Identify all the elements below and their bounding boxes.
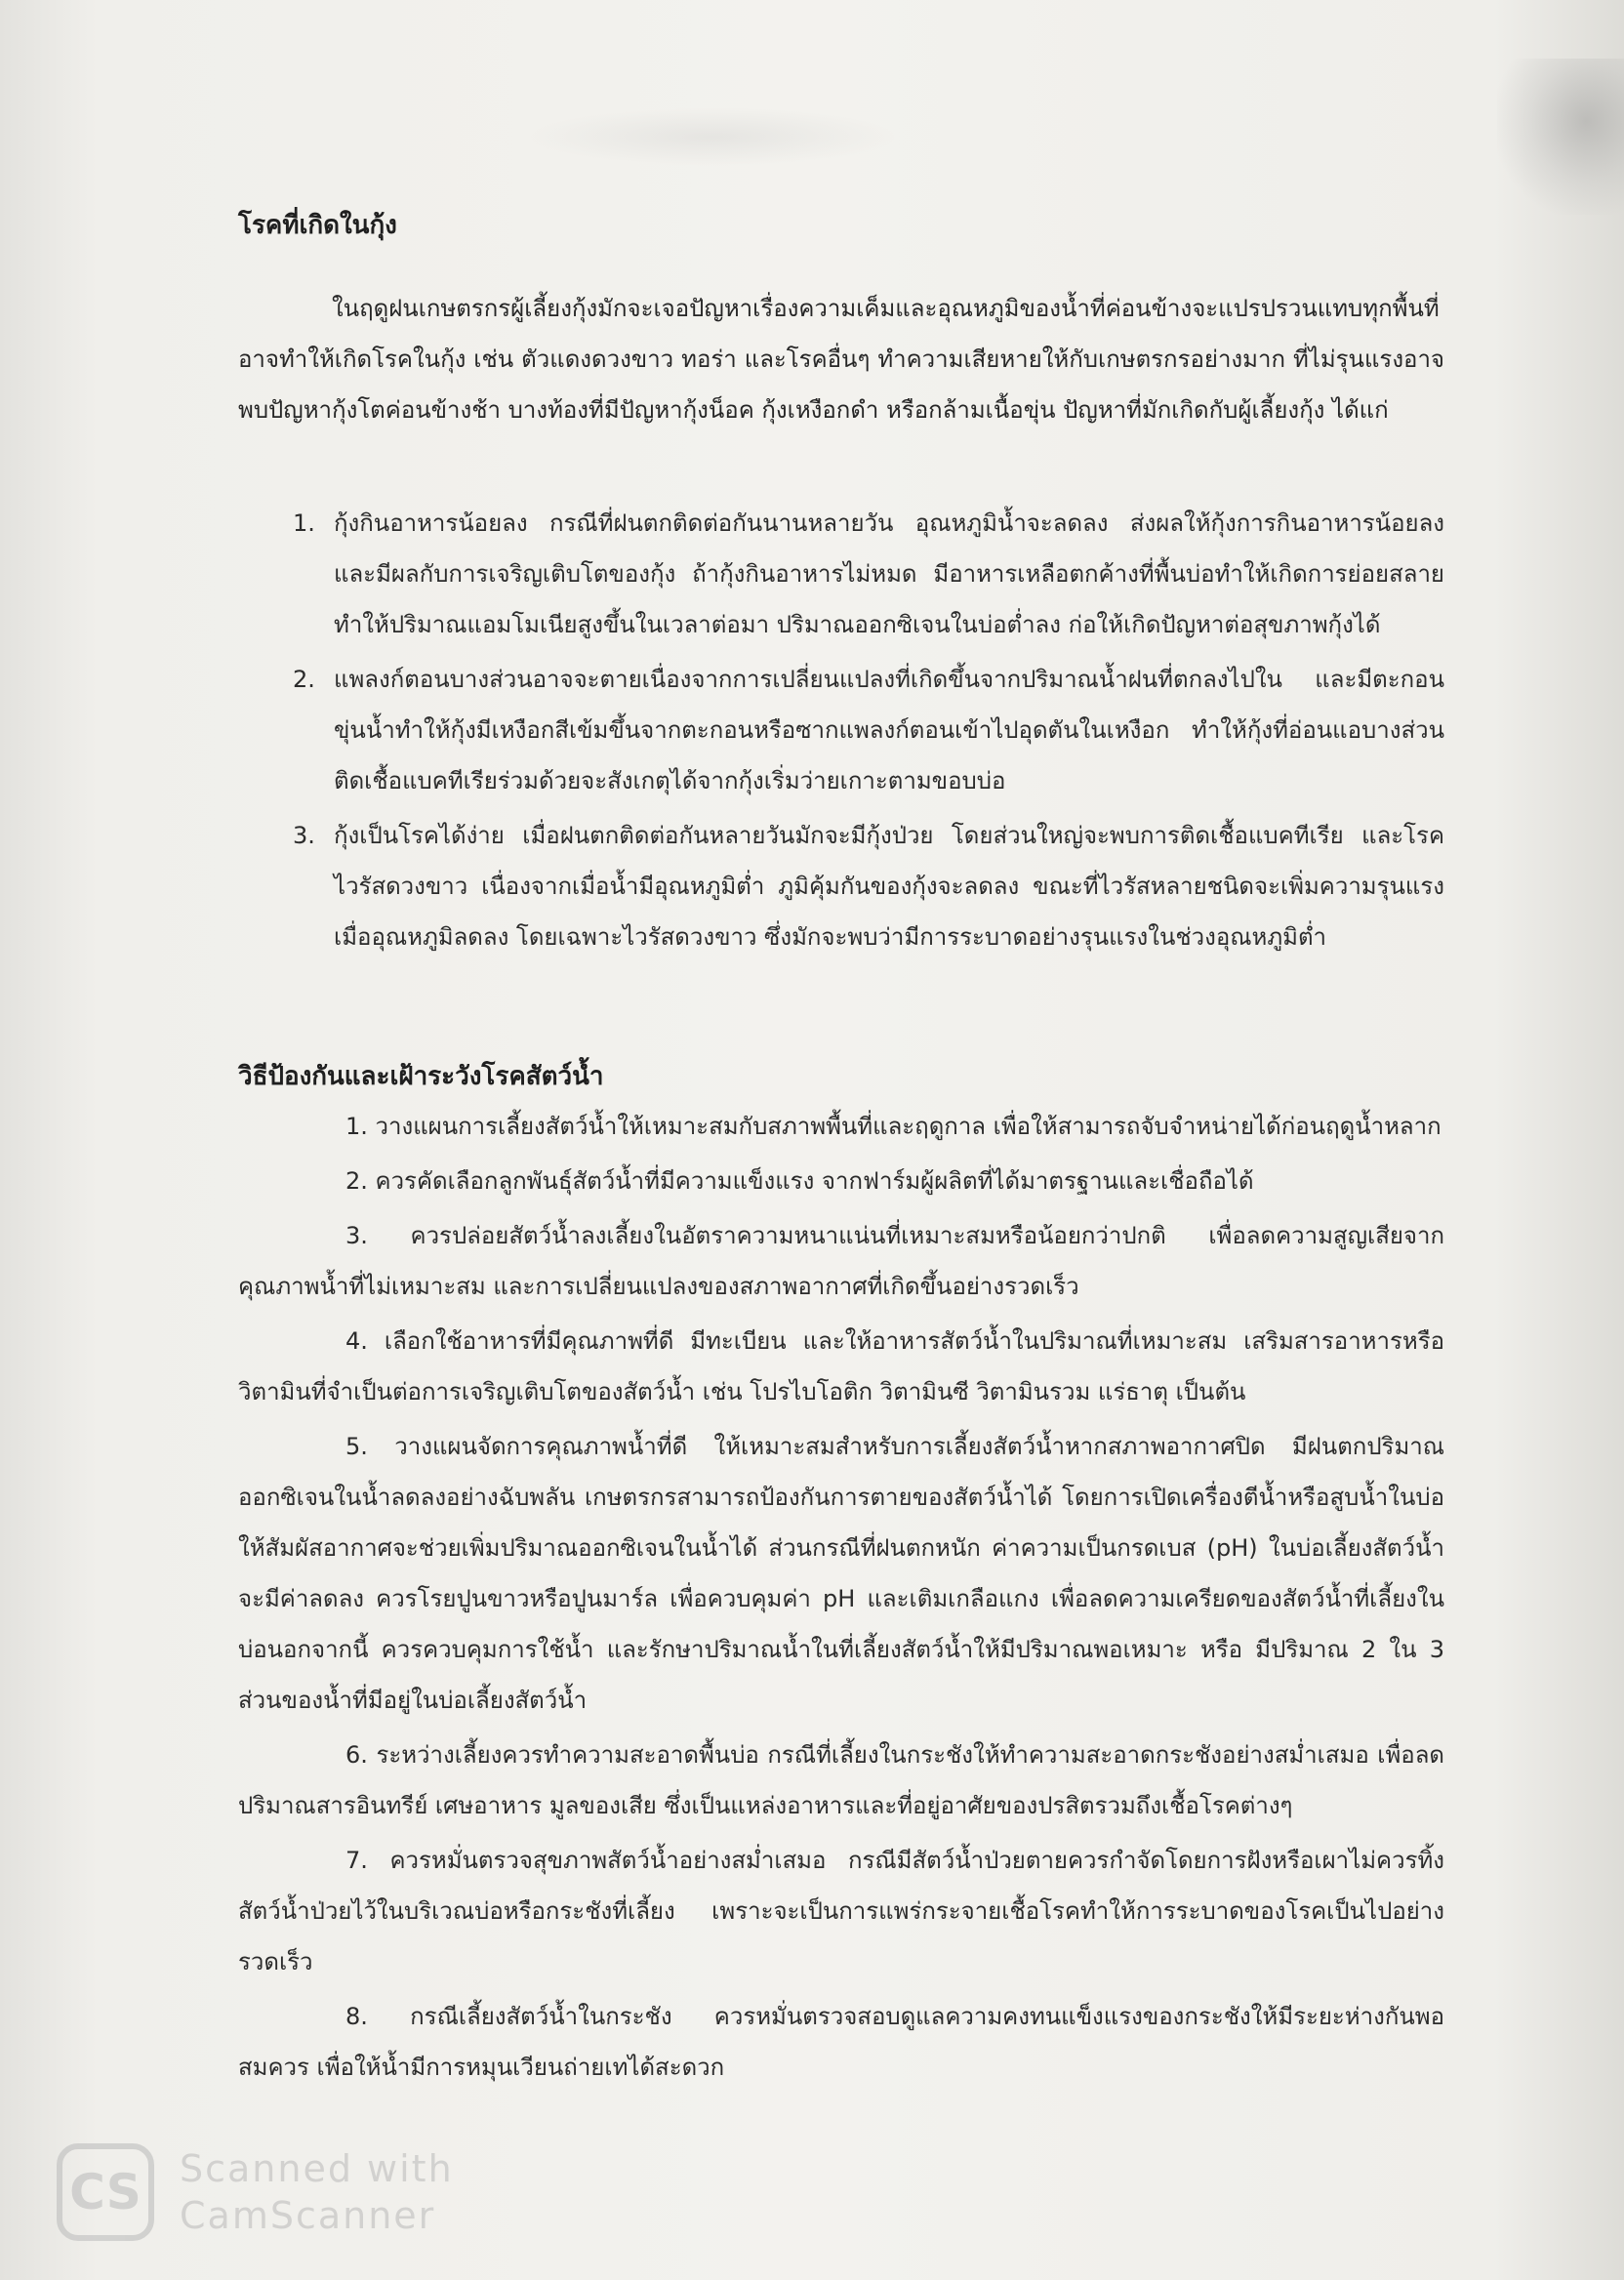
camscanner-watermark	[57, 2143, 454, 2241]
problem-item	[293, 498, 1444, 650]
prevention-item: 6. ระหว่างเลี้ยงควรทำความสะอาดพื้นบ่อ กรณีที่เลี้ยงในกระชังให้ทำความสะอาดกระชังอย่างสม่ำเสมอ เพื่อลดปริมาณสารอินทรีย์ เศษอาหาร มูลของเสีย ซึ่งเป็นแหล่งอาหารและที่อยู่อาศัยของปรสิตรวมถึงเชื้อโรคต่างๆ	[238, 1741, 1444, 1819]
problem-text: กุ้งกินอาหารน้อยลง กรณีที่ฝนตกติดต่อกันนานหลายวัน อุณหภูมิน้ำจะลดลง ส่งผลให้กุ้งการกินอาหารน้อยลง และมีผลกับการเจริญเติบโตของกุ้ง ถ้ากุ้งกินอาหารไม่หมด มีอาหารเหลือตกค้างที่พื้นบ่อทำให้เกิดการย่อยสลายทำให้ปริมาณแอมโมเนียสูงขึ้นในเวลาต่อมา ปริมาณออกซิเจนในบ่อต่ำลง ก่อให้เกิดปัญหาต่อสุขภาพกุ้งได้	[334, 509, 1444, 638]
scan-shadow	[527, 107, 898, 166]
prevention-item: 4. เลือกใช้อาหารที่มีคุณภาพที่ดี มีทะเบียน และให้อาหารสัตว์น้ำในปริมาณที่เหมาะสม เสริมสารอาหารหรือวิตามินที่จำเป็นต่อการเจริญเติบโตของสัตว์น้ำ เช่น โปรไบโอติก วิตามินซี วิตามินรวม แร่ธาตุ เป็นต้น	[238, 1327, 1444, 1405]
problem-item	[293, 654, 1444, 806]
problem-number: 3.	[293, 822, 315, 849]
problem-list	[293, 498, 1444, 966]
intro-paragraph: ในฤดูฝนเกษตรกรผู้เลี้ยงกุ้งมักจะเจอปัญหาเรื่องความเค็มและอุณหภูมิของน้ำที่ค่อนข้างจะแปรปรวนแทบทุกพื้นที่ อาจทำให้เกิดโรคในกุ้ง เช่น ตัวแดงดวงขาว ทอร่า และโรคอื่นๆ ทำความเสียหายให้กับเกษตรกรอย่างมาก ที่ไม่รุนแรงอาจพบปัญหากุ้งโตค่อนข้างช้า บางท้องที่มีปัญหากุ้งน็อค กุ้งเหงือกดำ หรือกล้ามเนื้อขุ่น ปัญหาที่มักเกิดกับผู้เลี้ยงกุ้ง ได้แก่	[238, 295, 1444, 424]
document-title: โรคที่เกิดในกุ้ง	[238, 211, 397, 240]
prevention-item: 8. กรณีเลี้ยงสัตว์น้ำในกระชัง ควรหมั่นตรวจสอบดูแลความคงทนแข็งแรงของกระชังให้มีระยะห่างกันพอสมควร เพื่อให้น้ำมีการหมุนเวียนถ่ายเทได้สะดวก	[238, 2003, 1444, 2081]
prevention-item: 7. ควรหมั่นตรวจสุขภาพสัตว์น้ำอย่างสม่ำเสมอ กรณีมีสัตว์น้ำป่วยตายควรกำจัดโดยการฝังหรือเผาไม่ควรทิ้งสัตว์น้ำป่วยไว้ในบริเวณบ่อหรือกระชังที่เลี้ยง เพราะจะเป็นการแพร่กระจายเชื้อโรคทำให้การระบาดของโรคเป็นไปอย่างรวดเร็ว	[238, 1847, 1444, 1975]
problem-text: แพลงก์ตอนบางส่วนอาจจะตายเนื่องจากการเปลี่ยนแปลงที่เกิดขึ้นจากปริมาณน้ำฝนที่ตกลงไปใน และมีตะกอนขุ่นน้ำทำให้กุ้งมีเหงือกสีเข้มขึ้นจากตะกอนหรือซากแพลงก์ตอนเข้าไปอุดตันในเหงือก ทำให้กุ้งที่อ่อนแอบางส่วนติดเชื้อแบคทีเรียร่วมด้วยจะสังเกตุได้จากกุ้งเริ่มว่ายเกาะตามขอบบ่อ	[334, 666, 1444, 794]
watermark-line2: CamScanner	[180, 2194, 436, 2237]
problem-number: 1.	[293, 509, 315, 537]
scan-smudge	[1497, 59, 1624, 215]
problem-item	[293, 810, 1444, 962]
prevention-item: 3. ควรปล่อยสัตว์น้ำลงเลี้ยงในอัตราความหนาแน่นที่เหมาะสมหรือน้อยกว่าปกติ เพื่อลดความสูญเสียจากคุณภาพน้ำที่ไม่เหมาะสม และการเปลี่ยนแปลงของสภาพอากาศที่เกิดขึ้นอย่างรวดเร็ว	[238, 1222, 1444, 1300]
camscanner-logo-icon: CS	[57, 2143, 154, 2241]
prevention-heading: วิธีป้องกันและเฝ้าระวังโรคสัตว์น้ำ	[238, 1062, 604, 1091]
prevention-item: 1. วางแผนการเลี้ยงสัตว์น้ำให้เหมาะสมกับสภาพพื้นที่และฤดูกาล เพื่อให้สามารถจับจำหน่ายได้ก่อนฤดูน้ำหลาก	[345, 1113, 1441, 1140]
prevention-item: 2. ควรคัดเลือกลูกพันธุ์สัตว์น้ำที่มีความแข็งแรง จากฟาร์มผู้ผลิตที่ได้มาตรฐานและเชื่อถือได้	[345, 1167, 1254, 1195]
problem-number: 2.	[293, 666, 315, 693]
watermark-line1: Scanned with	[180, 2147, 454, 2190]
prevention-list	[238, 1101, 1444, 2097]
prevention-item: 5. วางแผนจัดการคุณภาพน้ำที่ดี ให้เหมาะสมสำหรับการเลี้ยงสัตว์น้ำหากสภาพอากาศปิด มีฝนตกปริมาณออกซิเจนในน้ำลดลงอย่างฉับพลัน เกษตรกรสามารถป้องกันการตายของสัตว์น้ำได้ โดยการเปิดเครื่องตีน้ำหรือสูบน้ำในบ่อให้สัมผัสอากาศจะช่วยเพิ่มปริมาณออกซิเจนในน้ำได้ ส่วนกรณีที่ฝนตกหนัก ค่าความเป็นกรดเบส (pH) ในบ่อเลี้ยงสัตว์น้ำจะมีค่าลดลง ควรโรยปูนขาวหรือปูนมาร์ล เพื่อควบคุมค่า pH และเติมเกลือแกง เพื่อลดความเครียดของสัตว์น้ำที่เลี้ยงในบ่อนอกจากนี้ ควรควบคุมการใช้น้ำ และรักษาปริมาณน้ำในที่เลี้ยงสัตว์น้ำให้มีปริมาณพอเหมาะ หรือ มีปริมาณ 2 ใน 3 ส่วนของน้ำที่มีอยู่ในบ่อเลี้ยงสัตว์น้ำ	[238, 1433, 1444, 1714]
watermark-text	[180, 2145, 454, 2239]
problem-text: กุ้งเป็นโรคได้ง่าย เมื่อฝนตกติดต่อกันหลายวันมักจะมีกุ้งป่วย โดยส่วนใหญ่จะพบการติดเชื้อแบคทีเรีย และโรคไวรัสดวงขาว เนื่องจากเมื่อน้ำมีอุณหภูมิต่ำ ภูมิคุ้มกันของกุ้งจะลดลง ขณะที่ไวรัสหลายชนิดจะเพิ่มความรุนแรงเมื่ออุณหภูมิลดลง โดยเฉพาะไวรัสดวงขาว ซึ่งมักจะพบว่ามีการระบาดอย่างรุนแรงในช่วงอุณหภูมิต่ำ	[334, 822, 1444, 951]
